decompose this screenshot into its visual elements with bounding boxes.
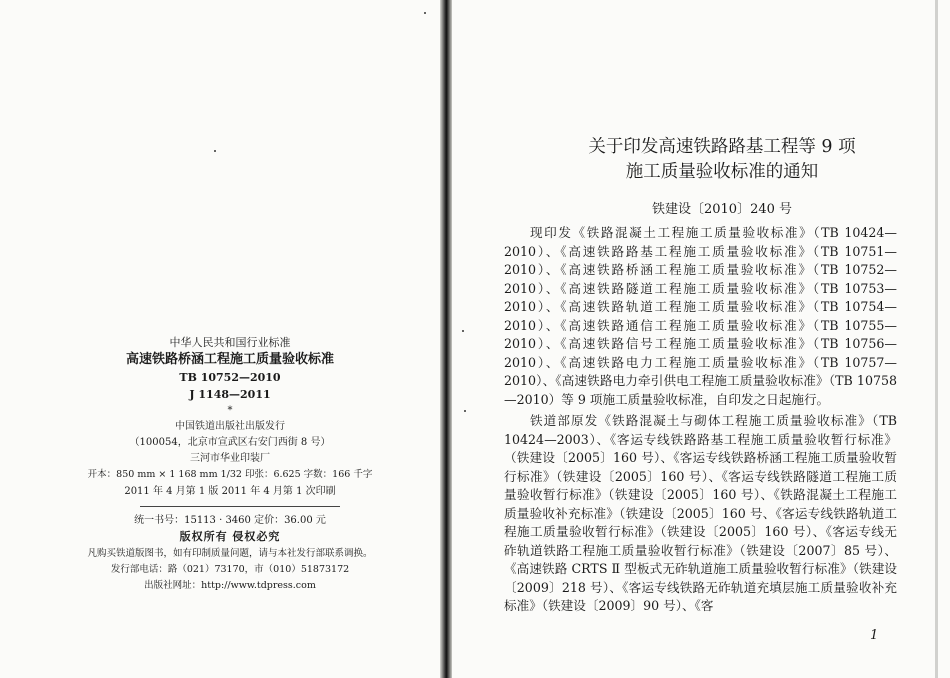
publisher-website: 出版社网址：http://www.tdpress.com [144, 580, 316, 591]
j-number: J 1148—2011 [189, 388, 271, 401]
edition-info: 2011 年 4 月第 1 版 2011 年 4 月第 1 次印刷 [124, 486, 336, 497]
scan-edge-mark [935, 0, 938, 678]
notice-title-line1: 关于印发高速铁路路基工程等 9 项 [588, 137, 856, 157]
document-number: 铁建设〔2010〕240 号 [651, 202, 793, 217]
scan-speck [464, 410, 466, 412]
book-gutter [440, 0, 452, 678]
paragraph-1: 现印发《铁路混凝土工程施工质量验收标准》（TB 10424—2010）、《高速铁路路基工程施工质量验收标准》（TB 10751—2010）、《高速铁路桥涵工程施工质量验收标准》（TB 10752—2010）、《高速铁路隧道工程施工质量验收标准》（TB 10753—2010）、《高速铁路轨道工程施工质量验收标准》（TB 10754—2010）、《高速铁路通信工程施工质量验收标准》（TB 10755—2010）、《高速铁路信号工程施工质量验收标准》（TB 10756—2010）、《高速铁路电力工程施工质量验收标准》（TB 10757—2010）、《高速铁路电力牵引供电工程施工质量验收标准》（TB 10758—2010）等 9 项施工质量验收标准，自印发之日起施行。 [504, 225, 897, 407]
separator-star: * [227, 405, 233, 416]
paragraph-2: 铁道部原发《铁路混凝土与砌体工程施工质量验收标准》（TB 10424—2003）、《客运专线铁路路基工程施工质量验收暂行标准》（铁建设〔2005〕160 号）、《客运专线铁路桥涵工程施工质量验收暂行标准》（铁建设〔2005〕160 号）、《客运专线铁路隧道工程施工质量验收暂行标准》（铁建设〔2005〕160 号）、《铁路混凝土工程施工质量验收补充标准》（铁建设〔2005〕160 号、《客运专线铁路轨道工程施工质量验收暂行标准》（铁建设〔2005〕160 号）、《客运专线无砟轨道铁路工程施工质量验收暂行标准》（铁建设〔2007〕85 号）、《高速铁路 CRTS Ⅱ 型板式无砟轨道施工质量验收暂行标准》（铁建设〔2009〕218 号）、《客运专线铁路无砟轨道充填层施工质量验收补充标准》（铁建设〔2009〕90 号）、《客 [504, 413, 897, 613]
printer: 三河市华业印装厂 [190, 453, 270, 464]
exchange-notice: 凡购买铁道版图书，如有印制质量问题，请与本社发行部联系调换。 [87, 548, 373, 559]
notice-title-line2: 施工质量验收标准的通知 [625, 162, 819, 182]
standard-series: 中华人民共和国行业标准 [169, 336, 291, 349]
page-number: 1 [870, 628, 879, 643]
divider-rule [140, 506, 340, 507]
scan-speck [214, 150, 216, 152]
publisher-address: （100054，北京市宣武区右安门西街 8 号） [129, 437, 331, 448]
scan-speck [424, 12, 426, 14]
book-title: 高速铁路桥涵工程施工质量验收标准 [125, 352, 334, 367]
scan-speck [462, 330, 464, 332]
publisher: 中国铁道出版社出版发行 [175, 421, 285, 432]
right-page [452, 0, 950, 678]
rights-notice: 版权所有 侵权必究 [179, 530, 281, 543]
isbn-price: 统一书号：15113 · 3460 定价：36.00 元 [134, 515, 326, 526]
left-page [0, 0, 440, 678]
tb-number: TB 10752—2010 [179, 371, 281, 384]
sales-phone: 发行部电话：路（021）73170，市（010）51873172 [110, 564, 350, 575]
format-info: 开本：850 mm × 1 168 mm 1/32 印张：6.625 字数：166 千字 [87, 469, 373, 480]
